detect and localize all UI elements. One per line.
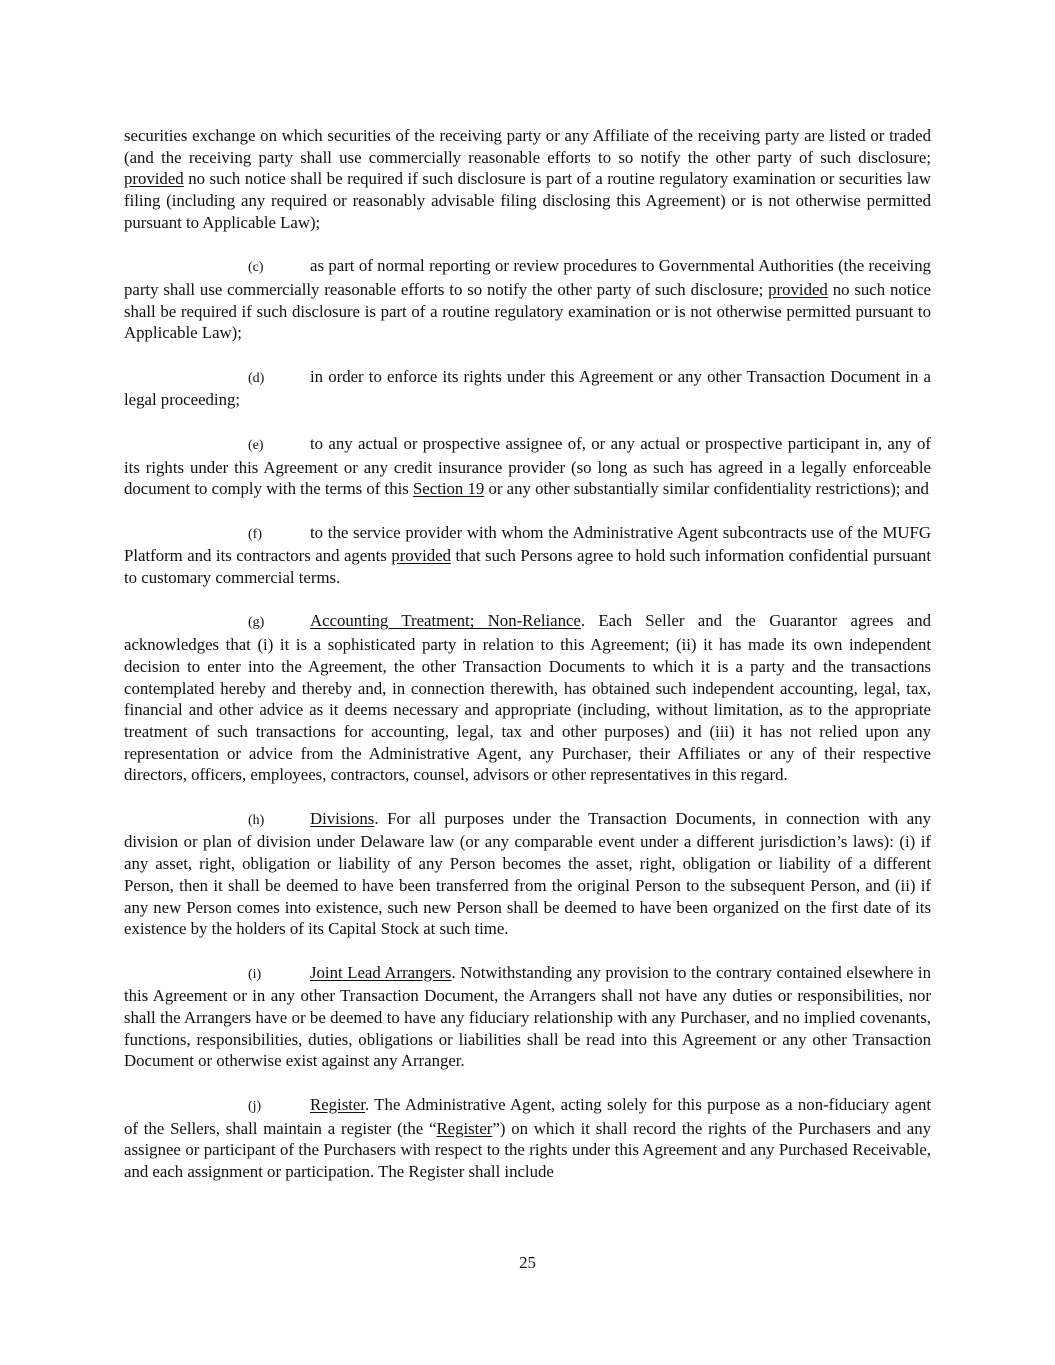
clause-label: (d) (248, 370, 265, 386)
clause-g: (g) Accounting Treatment; Non-Reliance. Each Seller and the Guarantor agrees and acknowledges that (i) it is a sophisticated party in relation to this Agreement; (ii) it has made its own independent decision to enter into the Agreement, the other Transaction Documents to which it is a party and the transactions contemplated hereby and thereby and, in connection therewith, has obtained such independent accounting, legal, tax, financial and other advice as it deems necessary and appropriate (including, without limitation, as to the appropriate treatment of such transactions for accounting, legal, tax and other purposes) and (iii) it has not relied upon any representation or advice from the Administrative Agent, any Purchaser, their Affiliates or any of their respective directors, officers, employees, contractors, counsel, advisors or other representatives in this regard. (124, 611, 931, 785)
section-reference: Section 19 (412, 479, 485, 499)
clause-label: (f) (248, 526, 262, 542)
clause-i: (i) Joint Lead Arrangers. Notwithstanding any provision to the contrary contained elsewhere in this Agreement or in any other Transaction Document, the Arrangers shall not have any duties or responsibilities, nor shall the Arrangers have or be deemed to have any fiduciary relationship with any Purchaser, and no implied covenants, functions, responsibilities, duties, obligations or liabilities shall be read into this Agreement or any other Transaction Document or otherwise exist against any Arranger. (124, 962, 931, 1071)
page-body (124, 125, 931, 1183)
clause-label: (e) (248, 437, 264, 453)
clause-label: (h) (248, 812, 265, 828)
clause-heading: Joint Lead Arrangers (310, 962, 452, 982)
clause-c: (c) as part of normal reporting or review procedures to Governmental Authorities (the receiving party shall use commercially reasonable efforts to so notify the other party of such disclosure; provided no such notice shall be required if such disclosure is part of a routine regulatory examination or is not otherwise permitted pursuant to Applicable Law); (124, 256, 931, 343)
clause-heading: Register (310, 1094, 365, 1114)
clause-label: (c) (248, 260, 264, 276)
continuation-paragraph: securities exchange on which securities of the receiving party or any Affiliate of the receiving party are listed or traded (and the receiving party shall use commercially reasonable efforts to so notify the other party of such disclosure; provided no such notice shall be required if such disclosure is part of a routine regulatory examination or securities law filing (including any required or reasonably advisable filing disclosing this Agreement) or is not otherwise permitted pursuant to Applicable Law); (124, 126, 931, 232)
clause-label: (g) (248, 615, 265, 631)
clause-label: (i) (248, 966, 262, 982)
clause-heading: Accounting Treatment; Non-Reliance (310, 611, 581, 631)
page-number: 25 (519, 1253, 536, 1272)
clause-e: (e) to any actual or prospective assignee of, or any actual or prospective participant in, any of its rights under this Agreement or any credit insurance provider (so long as such has agreed in a legally enforceable document to comply with the terms of this Section 19 or any other substantially similar confidentiality restrictions); and (124, 433, 931, 499)
clause-j: (j) Register. The Administrative Agent, acting solely for this purpose as a non-fiduciary agent of the Sellers, shall maintain a register (the “Register”) on which it shall record the rights of the Purchasers and any assignee or participant of the Purchasers with respect to the rights under this Agreement and any Purchased Receivable, and each assignment or participation. The Register shall include (124, 1094, 931, 1181)
clause-h: (h) Divisions. For all purposes under the Transaction Documents, in connection with any division or plan of division under Delaware law (or any comparable event under a different jurisdiction’s laws): (i) if any asset, right, obligation or liability of any Person becomes the asset, right, obligation or liability of a different Person, then it shall be deemed to have been transferred from the original Person to the subsequent Person, and (ii) if any new Person comes into existence, such new Person shall be deemed to have been organized on the first date of its existence by the holders of its Capital Stock at such time. (124, 808, 931, 939)
clause-f: (f) to the service provider with whom the Administrative Agent subcontracts use of the MUFG Platform and its contractors and agents provided that such Persons agree to hold such information confidential pursuant to customary commercial terms. (124, 522, 931, 587)
defined-term: Register (436, 1118, 493, 1138)
clause-label: (j) (248, 1098, 262, 1114)
clause-heading: Divisions (310, 808, 375, 828)
clause-d: (d) in order to enforce its rights under this Agreement or any other Transaction Document in a legal proceeding; (124, 366, 931, 410)
